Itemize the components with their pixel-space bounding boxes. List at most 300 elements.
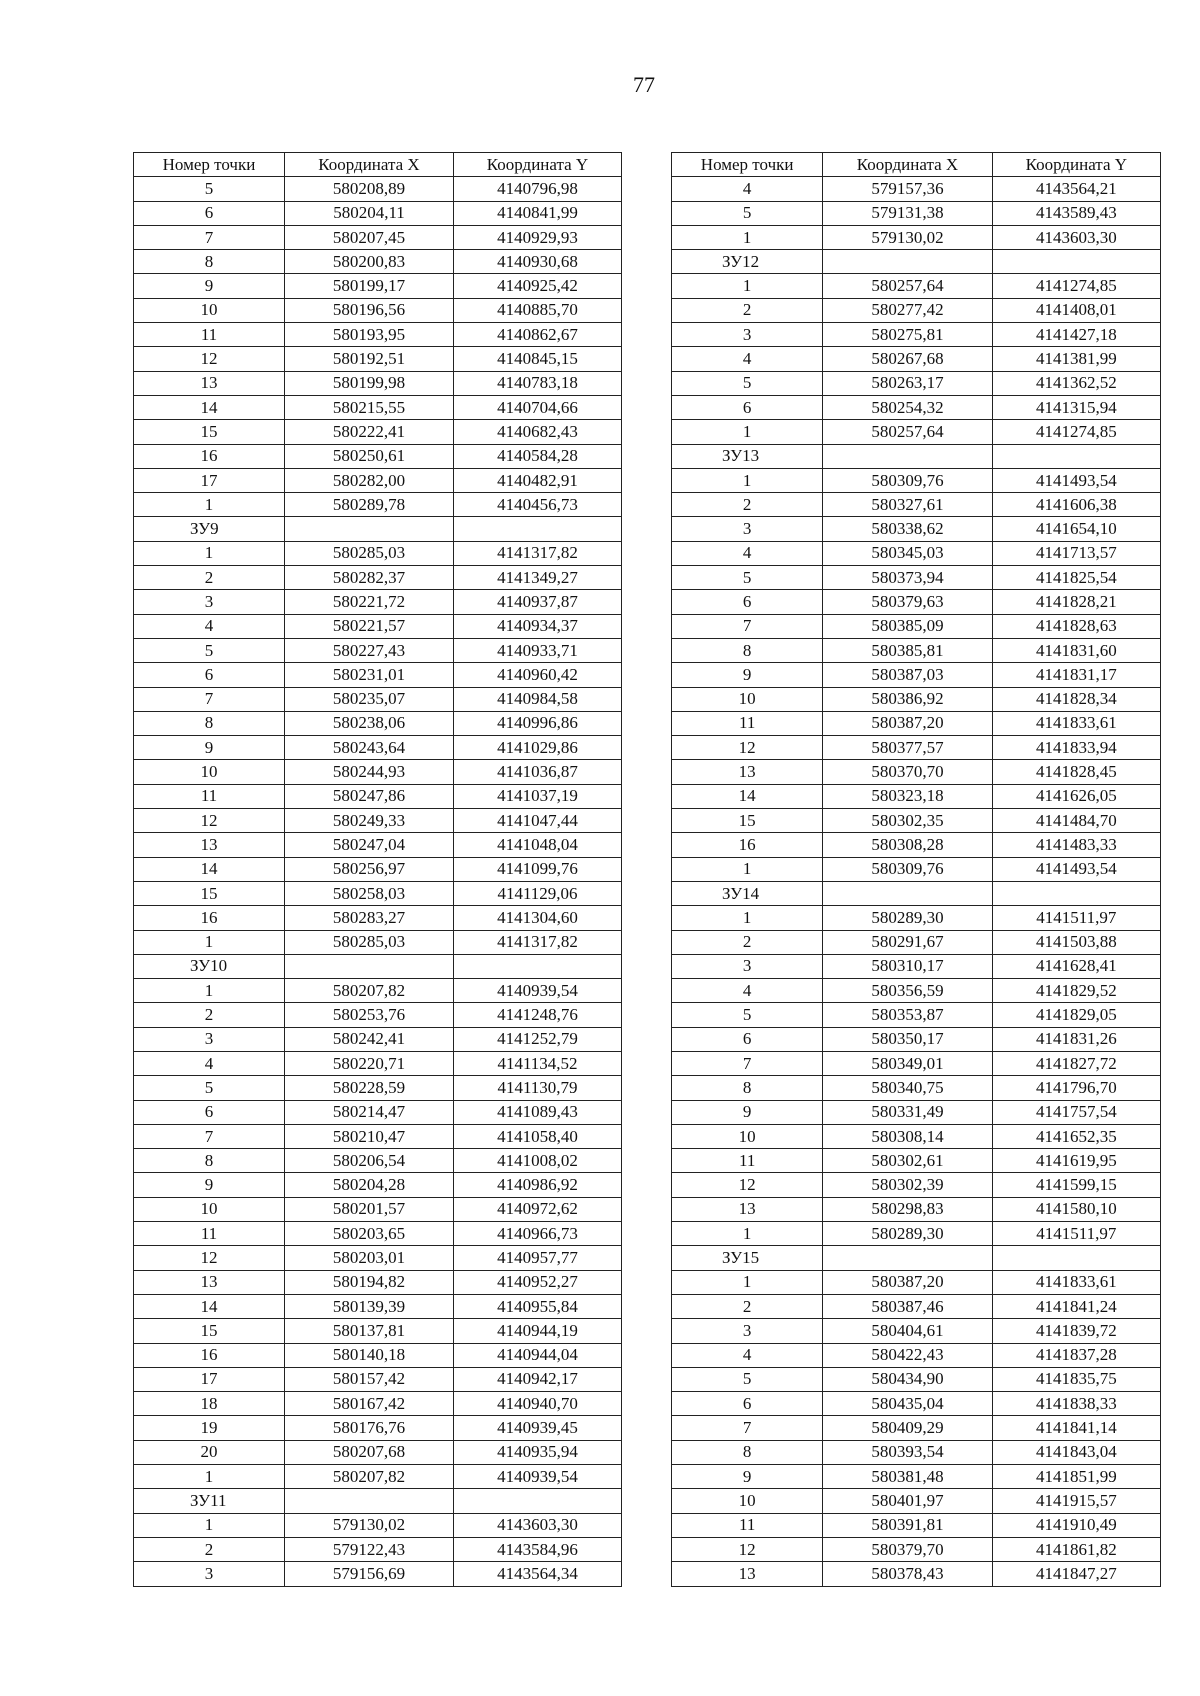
coordinate-y-cell: 4141828,63 — [992, 614, 1160, 638]
coordinate-x-cell: 580263,17 — [823, 371, 992, 395]
coordinate-x-cell: 579157,36 — [823, 177, 992, 201]
table-row — [672, 1343, 1161, 1367]
point-number-cell: 5 — [134, 638, 285, 662]
table-row — [134, 566, 622, 590]
coordinate-x-cell: 580157,42 — [285, 1367, 454, 1391]
table-row — [672, 1003, 1161, 1027]
coordinate-y-cell: 4141099,76 — [454, 857, 622, 881]
coordinate-x-cell: 580282,37 — [285, 566, 454, 590]
coordinate-x-cell: 580208,89 — [285, 177, 454, 201]
point-number-cell: 4 — [672, 979, 823, 1003]
header-coordinate-x: Координата X — [823, 153, 992, 177]
coordinate-x-cell — [823, 250, 992, 274]
coordinate-y-cell: 4140955,84 — [454, 1294, 622, 1318]
coordinate-y-cell: 4141829,05 — [992, 1003, 1160, 1027]
coordinate-y-cell: 4140939,54 — [454, 1465, 622, 1489]
point-number-cell: 4 — [672, 541, 823, 565]
coordinate-y-cell: 4141828,34 — [992, 687, 1160, 711]
point-number-cell: 17 — [134, 468, 285, 492]
coordinate-x-cell: 580258,03 — [285, 881, 454, 905]
coordinate-y-cell: 4141628,41 — [992, 954, 1160, 978]
point-number-cell: 9 — [134, 736, 285, 760]
coordinate-y-cell: 4141827,72 — [992, 1051, 1160, 1075]
coordinate-y-cell: 4141796,70 — [992, 1076, 1160, 1100]
table-row — [134, 274, 622, 298]
point-number-cell: 8 — [134, 711, 285, 735]
coordinate-y-cell: 4141248,76 — [454, 1003, 622, 1027]
table-row — [134, 1197, 622, 1221]
coordinate-y-cell: 4141831,17 — [992, 663, 1160, 687]
point-number-cell: 8 — [672, 638, 823, 662]
table-row — [672, 298, 1161, 322]
coordinate-x-cell: 580221,57 — [285, 614, 454, 638]
coordinate-y-cell: 4141511,97 — [992, 1222, 1160, 1246]
group-label-cell: ЗУ12 — [672, 250, 823, 274]
coordinate-y-cell: 4140704,66 — [454, 395, 622, 419]
coordinate-x-cell: 580220,71 — [285, 1051, 454, 1075]
table-row — [134, 1392, 622, 1416]
table-row — [134, 1562, 622, 1586]
table-row — [134, 177, 622, 201]
point-number-cell: 16 — [672, 833, 823, 857]
point-number-cell: 3 — [672, 954, 823, 978]
coordinate-x-cell: 580289,30 — [823, 906, 992, 930]
group-row — [134, 954, 622, 978]
coordinate-y-cell: 4140939,54 — [454, 979, 622, 1003]
table-row — [672, 809, 1161, 833]
coordinate-y-cell: 4140885,70 — [454, 298, 622, 322]
coordinate-y-cell: 4140796,98 — [454, 177, 622, 201]
coordinate-y-cell: 4140933,71 — [454, 638, 622, 662]
coordinate-y-cell: 4141408,01 — [992, 298, 1160, 322]
point-number-cell: 1 — [672, 225, 823, 249]
coordinate-x-cell: 580247,86 — [285, 784, 454, 808]
coordinate-y-cell: 4141362,52 — [992, 371, 1160, 395]
coordinate-y-cell: 4141851,99 — [992, 1465, 1160, 1489]
point-number-cell: 8 — [672, 1440, 823, 1464]
coordinate-y-cell — [454, 517, 622, 541]
point-number-cell: 10 — [134, 298, 285, 322]
table-row — [672, 347, 1161, 371]
point-number-cell: 17 — [134, 1367, 285, 1391]
coordinate-y-cell: 4141503,88 — [992, 930, 1160, 954]
table-row — [672, 1149, 1161, 1173]
coordinate-x-cell: 580204,28 — [285, 1173, 454, 1197]
coordinate-y-cell: 4141599,15 — [992, 1173, 1160, 1197]
coordinate-x-cell: 580327,61 — [823, 493, 992, 517]
coordinate-x-cell: 580267,68 — [823, 347, 992, 371]
coordinate-x-cell: 580243,64 — [285, 736, 454, 760]
point-number-cell: 6 — [134, 663, 285, 687]
point-number-cell: 14 — [134, 395, 285, 419]
point-number-cell: 16 — [134, 1343, 285, 1367]
table-row — [672, 1537, 1161, 1561]
point-number-cell: 6 — [672, 395, 823, 419]
point-number-cell: 9 — [672, 663, 823, 687]
coordinate-x-cell: 580353,87 — [823, 1003, 992, 1027]
table-body-left — [134, 177, 622, 1586]
coordinate-y-cell: 4141915,57 — [992, 1489, 1160, 1513]
point-number-cell: 2 — [134, 1537, 285, 1561]
table-row — [134, 1319, 622, 1343]
table-row — [672, 1222, 1161, 1246]
coordinate-y-cell: 4141831,26 — [992, 1027, 1160, 1051]
point-number-cell: 13 — [134, 833, 285, 857]
coordinate-x-cell: 579156,69 — [285, 1562, 454, 1586]
coordinate-y-cell: 4140944,19 — [454, 1319, 622, 1343]
coordinate-x-cell — [285, 1489, 454, 1513]
table-row — [134, 468, 622, 492]
point-number-cell: 13 — [672, 1562, 823, 1586]
coordinate-y-cell — [454, 1489, 622, 1513]
point-number-cell: 6 — [134, 201, 285, 225]
header-coordinate-y: Координата Y — [992, 153, 1160, 177]
point-number-cell: 1 — [134, 979, 285, 1003]
coordinate-x-cell: 579130,02 — [285, 1513, 454, 1537]
point-number-cell: 12 — [672, 1537, 823, 1561]
coordinate-y-cell: 4141839,72 — [992, 1319, 1160, 1343]
coordinate-y-cell: 4140930,68 — [454, 250, 622, 274]
point-number-cell: 5 — [134, 1076, 285, 1100]
coordinate-x-cell: 580350,17 — [823, 1027, 992, 1051]
table-row — [672, 954, 1161, 978]
coordinate-x-cell: 580302,61 — [823, 1149, 992, 1173]
group-label-cell: ЗУ13 — [672, 444, 823, 468]
point-number-cell: 1 — [134, 1465, 285, 1489]
coordinate-y-cell: 4140584,28 — [454, 444, 622, 468]
coordinate-x-cell: 580207,68 — [285, 1440, 454, 1464]
point-number-cell: 15 — [134, 1319, 285, 1343]
coordinate-x-cell: 580289,78 — [285, 493, 454, 517]
table-row — [672, 1416, 1161, 1440]
table-row — [134, 1270, 622, 1294]
coordinate-y-cell: 4141130,79 — [454, 1076, 622, 1100]
coordinate-y-cell: 4143564,34 — [454, 1562, 622, 1586]
point-number-cell: 11 — [672, 711, 823, 735]
table-row — [134, 1513, 622, 1537]
coordinate-x-cell: 580221,72 — [285, 590, 454, 614]
point-number-cell: 3 — [672, 323, 823, 347]
table-row — [672, 760, 1161, 784]
table-row — [134, 371, 622, 395]
coordinate-y-cell: 4141713,57 — [992, 541, 1160, 565]
coordinate-x-cell: 580207,82 — [285, 979, 454, 1003]
table-row — [672, 1270, 1161, 1294]
point-number-cell: 4 — [134, 614, 285, 638]
coordinate-x-cell: 580409,29 — [823, 1416, 992, 1440]
point-number-cell: 5 — [134, 177, 285, 201]
point-number-cell: 1 — [672, 857, 823, 881]
coordinate-y-cell: 4143564,21 — [992, 177, 1160, 201]
group-row — [134, 517, 622, 541]
point-number-cell: 2 — [672, 930, 823, 954]
point-number-cell: 1 — [134, 930, 285, 954]
coordinate-y-cell: 4143603,30 — [454, 1513, 622, 1537]
table-row — [134, 906, 622, 930]
coordinate-x-cell: 580387,20 — [823, 1270, 992, 1294]
point-number-cell: 3 — [134, 590, 285, 614]
coordinate-y-cell: 4141048,04 — [454, 833, 622, 857]
header-row — [134, 153, 622, 177]
table-row — [672, 225, 1161, 249]
point-number-cell: 4 — [134, 1051, 285, 1075]
coordinate-x-cell: 580349,01 — [823, 1051, 992, 1075]
table-row — [134, 1051, 622, 1075]
coordinate-x-cell: 580291,67 — [823, 930, 992, 954]
coordinate-y-cell: 4141828,45 — [992, 760, 1160, 784]
table-row — [672, 1319, 1161, 1343]
coordinate-x-cell: 580422,43 — [823, 1343, 992, 1367]
point-number-cell: 20 — [134, 1440, 285, 1464]
point-number-cell: 16 — [134, 906, 285, 930]
table-row — [134, 298, 622, 322]
coordinate-x-cell: 580238,06 — [285, 711, 454, 735]
coordinate-y-cell: 4141828,21 — [992, 590, 1160, 614]
point-number-cell: 10 — [134, 760, 285, 784]
point-number-cell: 12 — [672, 736, 823, 760]
table-row — [134, 1416, 622, 1440]
coordinate-y-cell: 4141835,75 — [992, 1367, 1160, 1391]
coordinate-y-cell: 4140939,45 — [454, 1416, 622, 1440]
coordinate-x-cell: 580207,82 — [285, 1465, 454, 1489]
table-row — [134, 1076, 622, 1100]
table-row — [672, 857, 1161, 881]
coordinate-x-cell: 580227,43 — [285, 638, 454, 662]
coordinate-y-cell: 4141317,82 — [454, 541, 622, 565]
coordinate-x-cell: 580302,39 — [823, 1173, 992, 1197]
coordinate-y-cell: 4141861,82 — [992, 1537, 1160, 1561]
point-number-cell: 3 — [672, 517, 823, 541]
coordinate-x-cell: 580283,27 — [285, 906, 454, 930]
point-number-cell: 14 — [134, 857, 285, 881]
coordinate-y-cell: 4140972,62 — [454, 1197, 622, 1221]
table-row — [672, 1173, 1161, 1197]
coordinate-y-cell: 4141089,43 — [454, 1100, 622, 1124]
coordinate-x-cell: 580285,03 — [285, 541, 454, 565]
table-row — [672, 687, 1161, 711]
coordinate-y-cell: 4140841,99 — [454, 201, 622, 225]
point-number-cell: 10 — [672, 687, 823, 711]
coordinate-y-cell: 4141757,54 — [992, 1100, 1160, 1124]
table-row — [134, 250, 622, 274]
coordinate-y-cell: 4141829,52 — [992, 979, 1160, 1003]
coordinate-x-cell: 580207,45 — [285, 225, 454, 249]
table-row — [672, 201, 1161, 225]
point-number-cell: 13 — [134, 371, 285, 395]
coordinate-x-cell: 580199,98 — [285, 371, 454, 395]
coordinates-table-left — [133, 152, 622, 1587]
point-number-cell: 10 — [672, 1124, 823, 1148]
coordinate-x-cell: 580387,46 — [823, 1294, 992, 1318]
coordinate-x-cell: 580139,39 — [285, 1294, 454, 1318]
coordinate-y-cell: 4141831,60 — [992, 638, 1160, 662]
point-number-cell: 11 — [134, 784, 285, 808]
coordinate-x-cell: 580378,43 — [823, 1562, 992, 1586]
coordinate-x-cell: 580385,81 — [823, 638, 992, 662]
table-row — [672, 1440, 1161, 1464]
coordinate-x-cell: 580215,55 — [285, 395, 454, 419]
table-row — [134, 809, 622, 833]
coordinate-y-cell: 4141841,14 — [992, 1416, 1160, 1440]
point-number-cell: 5 — [672, 1003, 823, 1027]
point-number-cell: 9 — [672, 1465, 823, 1489]
table-row — [672, 177, 1161, 201]
table-row — [672, 1076, 1161, 1100]
coordinate-y-cell: 4140937,87 — [454, 590, 622, 614]
table-row — [672, 736, 1161, 760]
coordinate-x-cell: 580242,41 — [285, 1027, 454, 1051]
coordinate-y-cell — [992, 250, 1160, 274]
coordinate-x-cell: 579131,38 — [823, 201, 992, 225]
point-number-cell: 14 — [134, 1294, 285, 1318]
coordinate-x-cell: 580192,51 — [285, 347, 454, 371]
table-row — [134, 1440, 622, 1464]
coordinate-y-cell: 4141825,54 — [992, 566, 1160, 590]
coordinate-x-cell — [823, 881, 992, 905]
point-number-cell: 14 — [672, 784, 823, 808]
coordinate-y-cell: 4141910,49 — [992, 1513, 1160, 1537]
point-number-cell: 3 — [134, 1562, 285, 1586]
coordinate-x-cell: 580393,54 — [823, 1440, 992, 1464]
coordinate-x-cell: 580298,83 — [823, 1197, 992, 1221]
point-number-cell: 3 — [134, 1027, 285, 1051]
coordinate-y-cell: 4140482,91 — [454, 468, 622, 492]
coordinate-y-cell: 4141317,82 — [454, 930, 622, 954]
coordinate-y-cell: 4141274,85 — [992, 274, 1160, 298]
coordinate-y-cell: 4140996,86 — [454, 711, 622, 735]
point-number-cell: 12 — [672, 1173, 823, 1197]
point-number-cell: 15 — [134, 420, 285, 444]
table-row — [672, 614, 1161, 638]
point-number-cell: 15 — [134, 881, 285, 905]
coordinate-y-cell: 4141252,79 — [454, 1027, 622, 1051]
point-number-cell: 13 — [134, 1270, 285, 1294]
table-row — [672, 833, 1161, 857]
point-number-cell: 2 — [134, 566, 285, 590]
point-number-cell: 1 — [672, 420, 823, 444]
coordinate-y-cell: 4141847,27 — [992, 1562, 1160, 1586]
coordinate-x-cell — [823, 1246, 992, 1270]
coordinate-x-cell: 580244,93 — [285, 760, 454, 784]
coordinate-x-cell: 580323,18 — [823, 784, 992, 808]
coordinate-y-cell: 4141493,54 — [992, 857, 1160, 881]
group-row — [672, 444, 1161, 468]
table-row — [672, 517, 1161, 541]
point-number-cell: 9 — [134, 274, 285, 298]
point-number-cell: 1 — [672, 906, 823, 930]
coordinate-y-cell: 4140984,58 — [454, 687, 622, 711]
point-number-cell: 18 — [134, 1392, 285, 1416]
table-row — [134, 736, 622, 760]
coordinate-y-cell: 4140957,77 — [454, 1246, 622, 1270]
table-row — [134, 493, 622, 517]
table-row — [134, 663, 622, 687]
table-row — [672, 590, 1161, 614]
table-row — [672, 323, 1161, 347]
coordinate-y-cell: 4140934,37 — [454, 614, 622, 638]
point-number-cell: 2 — [672, 493, 823, 517]
point-number-cell: 4 — [672, 1343, 823, 1367]
point-number-cell: 10 — [672, 1489, 823, 1513]
coordinate-x-cell: 580345,03 — [823, 541, 992, 565]
coordinate-y-cell — [992, 444, 1160, 468]
coordinate-y-cell — [992, 1246, 1160, 1270]
point-number-cell: 6 — [672, 1027, 823, 1051]
coordinate-x-cell: 580379,70 — [823, 1537, 992, 1561]
coordinate-y-cell: 4140925,42 — [454, 274, 622, 298]
table-row — [134, 1173, 622, 1197]
group-row — [672, 250, 1161, 274]
coordinates-table-right — [671, 152, 1161, 1587]
point-number-cell: 5 — [672, 201, 823, 225]
table-row — [134, 590, 622, 614]
point-number-cell: 6 — [672, 590, 823, 614]
point-number-cell: 12 — [134, 809, 285, 833]
coordinate-x-cell: 580302,35 — [823, 809, 992, 833]
point-number-cell: 9 — [134, 1173, 285, 1197]
point-number-cell: 11 — [672, 1513, 823, 1537]
table-row — [134, 784, 622, 808]
coordinate-y-cell: 4140986,92 — [454, 1173, 622, 1197]
table-row — [134, 395, 622, 419]
coordinate-x-cell: 580140,18 — [285, 1343, 454, 1367]
point-number-cell: 2 — [134, 1003, 285, 1027]
table-row — [672, 1124, 1161, 1148]
point-number-cell: 1 — [672, 468, 823, 492]
coordinate-x-cell: 580137,81 — [285, 1319, 454, 1343]
coordinate-x-cell: 580435,04 — [823, 1392, 992, 1416]
coordinate-x-cell — [285, 954, 454, 978]
table-body-right — [672, 177, 1161, 1586]
coordinate-x-cell: 580193,95 — [285, 323, 454, 347]
table-row — [134, 833, 622, 857]
header-point-number: Номер точки — [134, 153, 285, 177]
table-row — [672, 1562, 1161, 1586]
coordinate-x-cell: 580176,76 — [285, 1416, 454, 1440]
coordinate-x-cell: 580206,54 — [285, 1149, 454, 1173]
table-row — [672, 906, 1161, 930]
coordinate-y-cell: 4141837,28 — [992, 1343, 1160, 1367]
point-number-cell: 6 — [134, 1100, 285, 1124]
coordinate-y-cell: 4140942,17 — [454, 1367, 622, 1391]
coordinate-y-cell: 4141304,60 — [454, 906, 622, 930]
coordinate-y-cell: 4140929,93 — [454, 225, 622, 249]
coordinate-x-cell: 580285,03 — [285, 930, 454, 954]
table-row — [134, 687, 622, 711]
table-row — [672, 274, 1161, 298]
point-number-cell: 1 — [134, 493, 285, 517]
point-number-cell: 11 — [672, 1149, 823, 1173]
coordinate-y-cell: 4141833,61 — [992, 1270, 1160, 1294]
coordinate-y-cell: 4140845,15 — [454, 347, 622, 371]
coordinate-y-cell: 4141511,97 — [992, 906, 1160, 930]
coordinate-x-cell: 580277,42 — [823, 298, 992, 322]
coordinate-x-cell: 580387,20 — [823, 711, 992, 735]
coordinate-x-cell: 580309,76 — [823, 857, 992, 881]
group-row — [134, 1489, 622, 1513]
table-row — [134, 1149, 622, 1173]
coordinate-y-cell — [454, 954, 622, 978]
coordinate-y-cell: 4141833,94 — [992, 736, 1160, 760]
coordinate-x-cell: 580194,82 — [285, 1270, 454, 1294]
point-number-cell: 8 — [134, 1149, 285, 1173]
coordinate-x-cell: 580404,61 — [823, 1319, 992, 1343]
table-row — [672, 1100, 1161, 1124]
coordinate-y-cell: 4141037,19 — [454, 784, 622, 808]
coordinate-x-cell: 580356,59 — [823, 979, 992, 1003]
point-number-cell: 2 — [672, 298, 823, 322]
coordinate-x-cell: 580373,94 — [823, 566, 992, 590]
